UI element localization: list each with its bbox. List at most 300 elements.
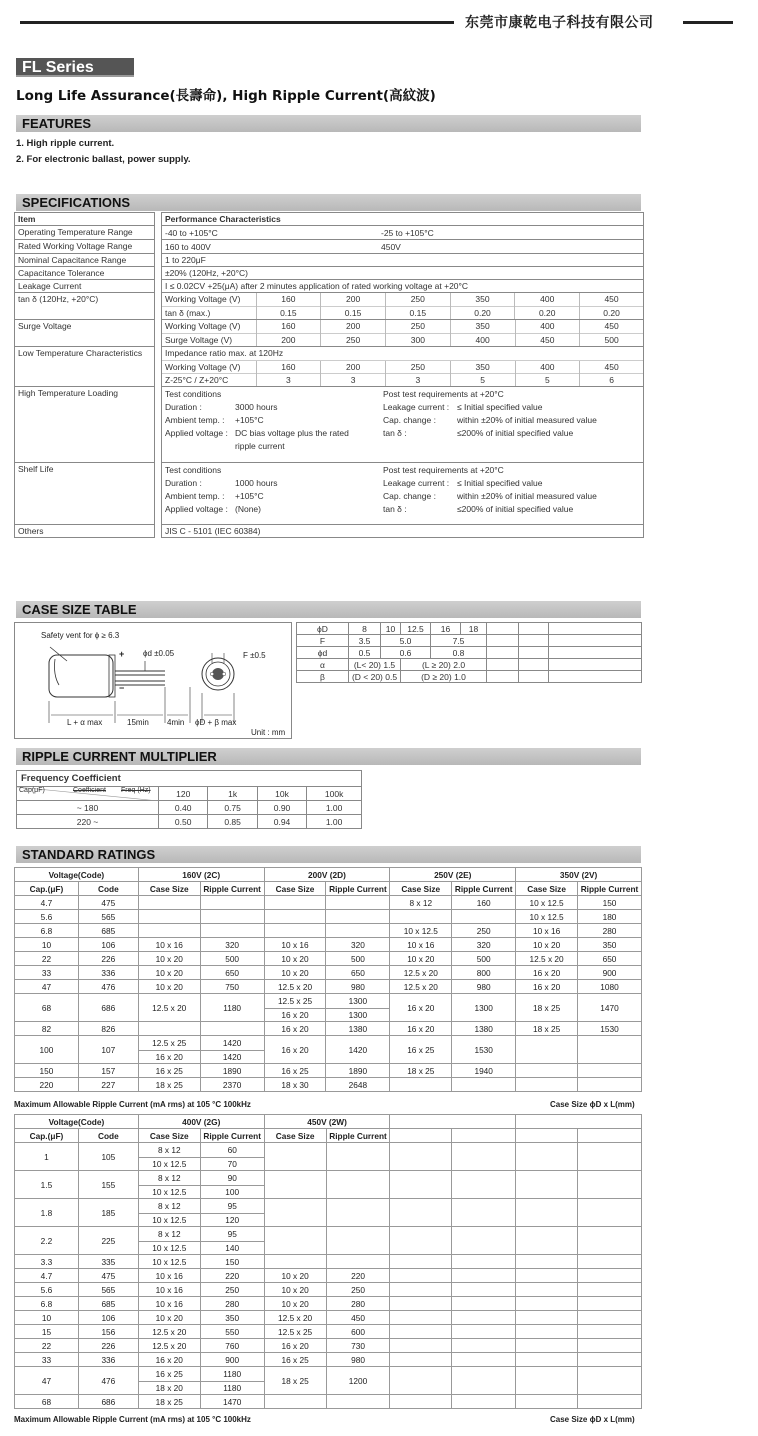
rating-subcell: 100 bbox=[201, 1185, 264, 1198]
rating-cell: 16 x 20 bbox=[138, 1353, 200, 1367]
rating-subcell: 1420 bbox=[222, 1037, 242, 1048]
rating-cell: 10 x 20 bbox=[264, 1269, 326, 1283]
rating-cell: 227 bbox=[78, 1078, 138, 1092]
rating-cell: 22 bbox=[15, 952, 79, 966]
ripple-header: Ripple Current bbox=[200, 882, 264, 896]
table-row bbox=[15, 1325, 642, 1339]
rating-subcell: 1420 bbox=[201, 1050, 264, 1063]
rating-cell: 18 x 25 bbox=[390, 1064, 452, 1078]
rating-cell bbox=[200, 1143, 264, 1171]
cs-cell: 8 bbox=[349, 623, 381, 635]
table-row bbox=[15, 896, 642, 910]
rating-subcell: 140 bbox=[201, 1241, 264, 1254]
col-item: Item bbox=[15, 213, 155, 226]
condition-cell: ≤ Initial specified value bbox=[457, 401, 543, 412]
rating-cell: 12.5 x 20 bbox=[138, 1325, 200, 1339]
rating-cell bbox=[200, 1227, 264, 1255]
code-header: Code bbox=[78, 882, 138, 896]
ripple-cell: 0.40 bbox=[159, 801, 208, 815]
rating-cell: 565 bbox=[78, 1283, 138, 1297]
spec-value: -25 to +105°C bbox=[381, 227, 434, 238]
spec-cell: 200 bbox=[321, 293, 386, 306]
rating-cell: 10 x 16 bbox=[516, 924, 578, 938]
condition-cell: Test conditions bbox=[165, 464, 222, 475]
rating-cell: 1420 bbox=[326, 1036, 390, 1064]
rating-cell: 750 bbox=[200, 980, 264, 994]
rating-cell: 106 bbox=[78, 1311, 138, 1325]
cs-cell: F bbox=[297, 635, 349, 647]
rating-cell: 1470 bbox=[578, 994, 642, 1022]
rating-cell: 16 x 25 bbox=[264, 1064, 326, 1078]
vent-note: Safety vent for ϕ ≥ 6.3 bbox=[41, 631, 120, 640]
rating-cell: 1 bbox=[15, 1143, 79, 1171]
rating-cell bbox=[578, 1064, 642, 1078]
condition-cell bbox=[380, 439, 454, 452]
condition-cell: Test conditions bbox=[165, 388, 222, 399]
condition-cell: within ±20% of initial measured value bbox=[457, 490, 597, 501]
case-size-header: Case Size bbox=[138, 882, 200, 896]
ripple-cell: 1.00 bbox=[307, 801, 362, 815]
ratings-heading: STANDARD RATINGS bbox=[16, 846, 641, 863]
spec-cell: 0.15 bbox=[385, 306, 450, 319]
rating-cell: 900 bbox=[578, 966, 642, 980]
condition-cell: (None) bbox=[235, 503, 261, 514]
ripple-cell: 1.00 bbox=[307, 815, 362, 829]
spec-cell: 500 bbox=[580, 333, 643, 346]
rating-cell: 225 bbox=[78, 1227, 138, 1255]
rating-subcell: 1180 bbox=[201, 1381, 264, 1394]
rating-cell: 105 bbox=[78, 1143, 138, 1171]
rating-cell: 47 bbox=[15, 1367, 79, 1395]
cs-cell: ϕD bbox=[297, 623, 349, 635]
cs-cell: ϕd bbox=[297, 647, 349, 659]
rating-subcell: 10 x 12.5 bbox=[139, 1185, 200, 1198]
rating-subcell: 8 x 12 bbox=[157, 1172, 181, 1183]
ripple-header: Ripple Current bbox=[452, 882, 516, 896]
rating-cell: 450 bbox=[326, 1311, 390, 1325]
rating-subcell: 1300 bbox=[348, 995, 368, 1006]
feature-item: 2. For electronic ballast, power supply. bbox=[16, 154, 191, 165]
spec-value: ±20% (120Hz, +20°C) bbox=[162, 267, 644, 280]
rating-cell bbox=[264, 924, 326, 938]
rating-cell: 12.5 x 25 bbox=[264, 1325, 326, 1339]
rating-cell: 16 x 25 bbox=[390, 1036, 452, 1064]
rating-cell: 476 bbox=[78, 1367, 138, 1395]
table-row bbox=[15, 1255, 642, 1269]
table-row bbox=[15, 1036, 642, 1064]
corner-cap: Cap(μF) bbox=[19, 787, 45, 794]
spec-cell: 160 bbox=[256, 293, 321, 306]
rating-cell: 18 x 25 bbox=[138, 1395, 200, 1409]
spec-cell: 160 bbox=[256, 360, 321, 373]
rating-cell: 220 bbox=[15, 1078, 79, 1092]
rating-cell: 980 bbox=[326, 980, 390, 994]
spec-cell: 400 bbox=[515, 293, 580, 306]
freq: 1k bbox=[208, 787, 257, 801]
corner-freq: Freq (Hz) bbox=[121, 787, 151, 794]
spec-value: 160 to 400V bbox=[165, 241, 211, 252]
condition-cell: Post test requirements at +20°C bbox=[383, 464, 504, 475]
rating-cell bbox=[138, 896, 200, 910]
spec-cell: 0.20 bbox=[450, 306, 515, 319]
rating-cell: 1890 bbox=[326, 1064, 390, 1078]
rating-cell: 226 bbox=[78, 1339, 138, 1353]
rating-cell: 150 bbox=[578, 896, 642, 910]
table-row bbox=[15, 1227, 642, 1255]
spec-subtitle: Impedance ratio max. at 120Hz bbox=[165, 348, 284, 359]
spec-cell: 250 bbox=[386, 360, 451, 373]
spec-value: -40 to +105°C bbox=[165, 227, 218, 238]
rating-cell: 10 x 20 bbox=[390, 952, 452, 966]
rating-cell: 16 x 20 bbox=[516, 980, 578, 994]
rating-cell bbox=[326, 1199, 390, 1227]
rating-cell bbox=[264, 1199, 326, 1227]
rating-cell: 1940 bbox=[452, 1064, 516, 1078]
rating-cell: 1.5 bbox=[15, 1171, 79, 1199]
table-row bbox=[15, 1171, 642, 1199]
rating-cell bbox=[578, 1078, 642, 1092]
condition-cell: Leakage current : bbox=[383, 477, 450, 488]
rating-cell: 12.5 x 20 bbox=[516, 952, 578, 966]
rating-cell: 1380 bbox=[326, 1022, 390, 1036]
condition-cell: Duration : bbox=[165, 477, 202, 488]
rating-cell: 18 x 25 bbox=[138, 1078, 200, 1092]
cap-header: Cap.(μF) bbox=[15, 882, 79, 896]
rating-cell: 1890 bbox=[200, 1064, 264, 1078]
spec-cell: 450 bbox=[580, 360, 643, 373]
spec-cell: 400 bbox=[450, 333, 515, 346]
condition-cell: tan δ : bbox=[383, 427, 407, 438]
series-badge: FL Series bbox=[16, 58, 134, 77]
rating-cell: 10 x 16 bbox=[138, 1283, 200, 1297]
rating-cell: 12.5 x 20 bbox=[138, 994, 200, 1022]
case-diagram bbox=[14, 622, 292, 739]
col-perf: Performance Characteristics bbox=[162, 213, 644, 226]
rating-cell: 18 x 25 bbox=[516, 994, 578, 1022]
condition-cell: Cap. change : bbox=[383, 490, 436, 501]
rating-cell bbox=[326, 924, 390, 938]
condition-cell: Leakage current : bbox=[383, 401, 450, 412]
rating-cell: 10 x 20 bbox=[138, 1311, 200, 1325]
rating-cell: 980 bbox=[326, 1353, 390, 1367]
rating-cell: 47 bbox=[15, 980, 79, 994]
rating-cell: 18 x 30 bbox=[264, 1078, 326, 1092]
spec-cell: 300 bbox=[386, 333, 451, 346]
condition-cell: ≤200% of initial specified value bbox=[457, 427, 574, 438]
ratings-table-1 bbox=[14, 867, 642, 1092]
freq: 10k bbox=[257, 787, 306, 801]
rating-cell: 336 bbox=[78, 966, 138, 980]
table-row bbox=[15, 1269, 642, 1283]
cs-cell: 18 bbox=[461, 623, 487, 635]
table-row bbox=[15, 1022, 642, 1036]
rating-cell bbox=[200, 924, 264, 938]
rating-cell: 650 bbox=[200, 966, 264, 980]
rating-cell bbox=[264, 1227, 326, 1255]
spec-label: Low Temperature Characteristics bbox=[15, 347, 155, 387]
rating-cell: 500 bbox=[452, 952, 516, 966]
spec-cell: 5 bbox=[450, 373, 515, 386]
spec-label: High Temperature Loading bbox=[15, 387, 155, 463]
rating-cell: 280 bbox=[578, 924, 642, 938]
page-title: Long Life Assurance(長壽命), High Ripple Current(高紋波) bbox=[16, 88, 436, 104]
cs-cell: 16 bbox=[431, 623, 461, 635]
spec-cell: 200 bbox=[321, 320, 386, 333]
rating-cell: 10 x 20 bbox=[264, 952, 326, 966]
specifications-table bbox=[14, 212, 644, 538]
condition-cell: Cap. change : bbox=[383, 414, 436, 425]
rating-cell: 68 bbox=[15, 1395, 79, 1409]
voltage-header: 200V (2D) bbox=[264, 868, 390, 882]
spec-cell: 250 bbox=[385, 293, 450, 306]
table-row bbox=[15, 1353, 642, 1367]
cs-cell: 0.5 bbox=[349, 647, 381, 659]
rating-cell: 475 bbox=[78, 896, 138, 910]
rating-cell: 10 x 12.5 bbox=[138, 1255, 200, 1269]
condition-cell: Ambient temp. : bbox=[165, 414, 225, 425]
cs-cell: 3.5 bbox=[349, 635, 381, 647]
spec-label: Others bbox=[15, 525, 155, 538]
spec-label: Nominal Capacitance Range bbox=[15, 254, 155, 267]
cs-cell: β bbox=[297, 671, 349, 683]
condition-cell: 1000 hours bbox=[235, 477, 278, 488]
condition-cell: +105°C bbox=[235, 490, 264, 501]
table-row bbox=[15, 1311, 642, 1325]
spec-cell: 450 bbox=[515, 333, 580, 346]
rating-cell bbox=[264, 1255, 326, 1269]
ripple-header: Ripple Current bbox=[578, 882, 642, 896]
spec-cell: 0.15 bbox=[321, 306, 386, 319]
condition-cell: Applied voltage : bbox=[165, 503, 228, 514]
spec-cell: 200 bbox=[256, 333, 321, 346]
rating-cell: 12.5 x 20 bbox=[390, 980, 452, 994]
rating-cell: 100 bbox=[15, 1036, 79, 1064]
condition-cell: ≤200% of initial specified value bbox=[457, 503, 574, 514]
rating-cell: 686 bbox=[78, 1395, 138, 1409]
rating-cell: 1380 bbox=[452, 1022, 516, 1036]
voltage-header: 450V (2W) bbox=[264, 1115, 390, 1129]
rating-subcell: 90 bbox=[227, 1172, 237, 1183]
rating-cell bbox=[516, 1078, 578, 1092]
rating-cell: 16 x 20 bbox=[390, 1022, 452, 1036]
rating-cell: 600 bbox=[326, 1325, 390, 1339]
ripple-header: Ripple Current bbox=[326, 882, 390, 896]
ripple-subtitle: Frequency Coefficient bbox=[17, 771, 362, 787]
table-row bbox=[15, 1339, 642, 1353]
spec-cell: Z-25°C / Z+20°C bbox=[162, 373, 256, 386]
spec-label: tan δ (120Hz, +20°C) bbox=[15, 293, 155, 320]
condition-cell: Ambient temp. : bbox=[165, 490, 225, 501]
spec-label: Rated Working Voltage Range bbox=[15, 240, 155, 254]
rating-cell: 220 bbox=[326, 1269, 390, 1283]
rating-cell bbox=[264, 1171, 326, 1199]
voltage-header: 160V (2C) bbox=[138, 868, 264, 882]
voltage-header: 400V (2G) bbox=[138, 1115, 264, 1129]
rating-subcell: 8 x 12 bbox=[157, 1144, 181, 1155]
rating-cell bbox=[390, 910, 452, 924]
features-heading: FEATURES bbox=[16, 115, 641, 132]
ripple-cell: 0.75 bbox=[208, 801, 257, 815]
spec-cell: 400 bbox=[515, 320, 580, 333]
spec-cell: 250 bbox=[386, 320, 451, 333]
rating-cell: 10 x 20 bbox=[264, 1283, 326, 1297]
rating-cell bbox=[138, 1036, 200, 1064]
rating-cell bbox=[200, 1367, 264, 1395]
rating-cell: 6.8 bbox=[15, 924, 79, 938]
cs-cell: (L ≥ 20) 2.0 bbox=[401, 659, 487, 671]
rating-subcell: 120 bbox=[201, 1213, 264, 1226]
cap-header: Cap.(μF) bbox=[15, 1129, 79, 1143]
table-unit-note: Case Size ϕD x L(mm) bbox=[550, 1415, 635, 1424]
rating-cell bbox=[138, 1227, 200, 1255]
rating-cell: 12.5 x 20 bbox=[264, 1311, 326, 1325]
rating-subcell: 8 x 12 bbox=[157, 1200, 181, 1211]
rating-cell bbox=[452, 1078, 516, 1092]
spec-cell: 350 bbox=[450, 293, 515, 306]
spec-label: Leakage Current bbox=[15, 280, 155, 293]
rating-cell: 16 x 20 bbox=[264, 1036, 326, 1064]
spec-cell: 250 bbox=[321, 333, 386, 346]
ripple-cell: 0.50 bbox=[159, 815, 208, 829]
rating-cell: 2648 bbox=[326, 1078, 390, 1092]
table-row bbox=[15, 1199, 642, 1227]
rating-cell bbox=[138, 1022, 200, 1036]
rating-subcell: 1300 bbox=[326, 1008, 389, 1021]
rating-cell bbox=[516, 1064, 578, 1078]
ripple-cell: ~ 180 bbox=[17, 801, 159, 815]
rating-cell: 10 x 20 bbox=[516, 938, 578, 952]
rating-cell: 730 bbox=[326, 1339, 390, 1353]
feature-item: 1. High ripple current. bbox=[16, 138, 115, 149]
voltage-code-header: Voltage(Code) bbox=[15, 1115, 139, 1129]
table-row bbox=[15, 1064, 642, 1078]
rating-subcell: 8 x 12 bbox=[157, 1228, 181, 1239]
capacitor-drawing-icon bbox=[15, 623, 291, 738]
rating-cell bbox=[138, 1367, 200, 1395]
table-row bbox=[15, 1395, 642, 1409]
rating-cell: 155 bbox=[78, 1171, 138, 1199]
condition-cell: Duration : bbox=[165, 401, 202, 412]
rating-cell bbox=[264, 896, 326, 910]
rating-cell: 980 bbox=[452, 980, 516, 994]
rating-cell: 10 x 20 bbox=[138, 952, 200, 966]
rating-subcell: 1180 bbox=[223, 1368, 242, 1379]
rating-cell: 107 bbox=[78, 1036, 138, 1064]
diameter-label: ϕD + β max bbox=[195, 718, 237, 727]
rating-cell: 565 bbox=[78, 910, 138, 924]
cs-cell: 10 bbox=[381, 623, 401, 635]
condition-cell: Applied voltage : bbox=[165, 427, 228, 438]
rating-cell: 16 x 20 bbox=[390, 994, 452, 1022]
table-row bbox=[15, 924, 642, 938]
minus-sign: − bbox=[119, 683, 125, 693]
spec-cell: 3 bbox=[386, 373, 451, 386]
rating-cell: 1530 bbox=[578, 1022, 642, 1036]
spec-cell: tan δ (max.) bbox=[162, 306, 256, 319]
rating-cell bbox=[326, 1143, 390, 1171]
spec-cell: 200 bbox=[321, 360, 386, 373]
rating-cell: 350 bbox=[578, 938, 642, 952]
rating-cell: 10 x 20 bbox=[138, 966, 200, 980]
rating-cell: 16 x 20 bbox=[264, 1339, 326, 1353]
condition-cell: Post test requirements at +20°C bbox=[383, 388, 504, 399]
spec-value: 1 to 220μF bbox=[162, 254, 644, 267]
cs-cell: (L< 20) 1.5 bbox=[349, 659, 401, 671]
rating-cell: 10 x 12.5 bbox=[390, 924, 452, 938]
rating-cell: 185 bbox=[78, 1199, 138, 1227]
spec-cell: 6 bbox=[580, 373, 643, 386]
rating-cell: 16 x 25 bbox=[138, 1064, 200, 1078]
cs-cell: 12.5 bbox=[401, 623, 431, 635]
rating-cell bbox=[326, 1171, 390, 1199]
spec-cell: 0.20 bbox=[515, 306, 580, 319]
spec-cell: 450 bbox=[580, 293, 643, 306]
rating-cell bbox=[516, 1036, 578, 1064]
rating-subcell: 16 x 20 bbox=[139, 1050, 200, 1063]
corner-coef: Coefficient bbox=[73, 787, 106, 794]
spec-label: Operating Temperature Range bbox=[15, 226, 155, 240]
rating-subcell: 10 x 12.5 bbox=[139, 1213, 200, 1226]
cs-cell: 7.5 bbox=[431, 635, 487, 647]
condition-cell: 3000 hours bbox=[235, 401, 278, 412]
rating-cell: 475 bbox=[78, 1269, 138, 1283]
rating-cell: 10 x 12.5 bbox=[516, 910, 578, 924]
spec-cell: Working Voltage (V) bbox=[165, 294, 241, 305]
case-size-table bbox=[296, 622, 642, 683]
cs-cell: α bbox=[297, 659, 349, 671]
rating-cell: 10 x 20 bbox=[264, 966, 326, 980]
voltage-header: 350V (2V) bbox=[516, 868, 642, 882]
rating-cell: 156 bbox=[78, 1325, 138, 1339]
table-row bbox=[15, 1143, 642, 1171]
rating-cell: 320 bbox=[326, 938, 390, 952]
ripple-cell: 220 ~ bbox=[17, 815, 159, 829]
rating-cell: 33 bbox=[15, 966, 79, 980]
rating-cell: 180 bbox=[578, 910, 642, 924]
rating-cell: 280 bbox=[326, 1297, 390, 1311]
rating-cell: 1200 bbox=[326, 1367, 390, 1395]
rating-cell: 1180 bbox=[200, 994, 264, 1022]
condition-cell: ripple current bbox=[235, 440, 285, 451]
spec-label: Surge Voltage bbox=[15, 320, 155, 347]
rating-cell: 1470 bbox=[200, 1395, 264, 1409]
rating-cell: 160 bbox=[452, 896, 516, 910]
freq: 120 bbox=[159, 787, 208, 801]
rating-cell bbox=[326, 1227, 390, 1255]
rating-cell: 476 bbox=[78, 980, 138, 994]
rating-cell: 16 x 25 bbox=[264, 1353, 326, 1367]
rating-subcell: 60 bbox=[227, 1144, 237, 1155]
rating-cell bbox=[264, 1143, 326, 1171]
rating-cell: 10 x 16 bbox=[138, 1297, 200, 1311]
rating-cell: 15 bbox=[15, 1325, 79, 1339]
rating-subcell: 12.5 x 25 bbox=[152, 1037, 187, 1048]
rating-cell: 106 bbox=[78, 938, 138, 952]
cs-cell: 0.8 bbox=[431, 647, 487, 659]
spec-cell: 0.20 bbox=[580, 306, 643, 319]
rating-cell bbox=[200, 910, 264, 924]
condition-cell: ≤ Initial specified value bbox=[457, 477, 543, 488]
code-header: Code bbox=[78, 1129, 138, 1143]
rating-cell: 320 bbox=[452, 938, 516, 952]
rating-cell: 350 bbox=[200, 1311, 264, 1325]
ratings-table-2 bbox=[14, 1114, 642, 1409]
rating-cell: 685 bbox=[78, 924, 138, 938]
spec-cell: 3 bbox=[256, 373, 321, 386]
rating-cell: 16 x 20 bbox=[516, 966, 578, 980]
table-row bbox=[15, 980, 642, 994]
header-rule-right bbox=[683, 21, 733, 24]
